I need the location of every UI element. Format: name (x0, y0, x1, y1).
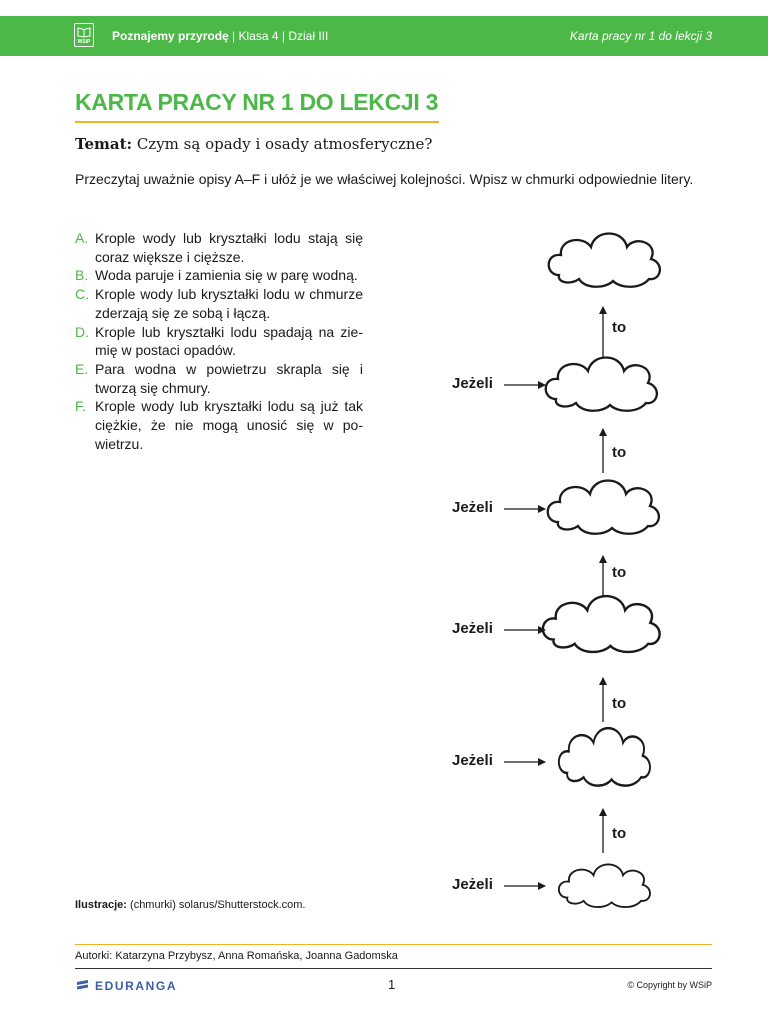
item-text: Krople wody lub kryształki lodu są już tak ciężkie, że nie mogą unosić się w powietrzu. (95, 398, 363, 452)
then-label: to (612, 319, 627, 336)
list-item (75, 397, 363, 453)
then-label: to (612, 564, 627, 581)
then-label: to (612, 444, 627, 461)
brand-name: EDURANGA (95, 979, 178, 993)
if-label: Jeżeli (452, 375, 493, 392)
item-letter: C. (75, 286, 89, 303)
diagram-graphics (430, 215, 730, 915)
answer-cloud[interactable] (546, 358, 657, 411)
credit-text: (chmurki) solarus/Shutterstock.com. (126, 899, 306, 911)
if-label: Jeżeli (452, 499, 493, 516)
item-text: Para wodna w powietrzu skrapla się i tworzą się chmury. (95, 360, 363, 396)
item-text: Krople wody lub kryształki lodu w chmurze zderzają się ze sobą i łączą. (95, 286, 363, 321)
answer-cloud[interactable] (548, 481, 659, 534)
list-item (75, 266, 363, 285)
header-section: Dział III (288, 29, 329, 43)
header-separator: | (228, 29, 239, 43)
topic-line (75, 135, 432, 153)
header-worksheet-label: Karta pracy nr 1 do lekcji 3 (569, 29, 712, 43)
if-label: Jeżeli (452, 876, 493, 893)
footer-divider (75, 944, 712, 945)
header-grade: Klasa 4 (238, 29, 279, 43)
authors-line: Autorki: Katarzyna Przybysz, Anna Romańska, Joanna Gadomska (75, 950, 398, 962)
item-letter: E. (75, 360, 89, 377)
topic-label: Temat: (75, 135, 133, 153)
if-label: Jeżeli (452, 620, 493, 637)
sequence-diagram (430, 215, 730, 915)
answer-cloud[interactable] (559, 864, 650, 907)
item-letter: B. (75, 267, 89, 284)
answer-cloud[interactable] (543, 596, 660, 652)
title-underline (75, 121, 439, 123)
answer-cloud[interactable] (549, 234, 660, 287)
answer-cloud[interactable] (559, 728, 650, 786)
item-text: Krople lub kryształki lodu spadają na ziemię w postaci opadów. (95, 323, 363, 359)
copyright-notice: © Copyright by WSiP (627, 980, 712, 990)
wsip-logo (74, 23, 94, 47)
header-subject: Poznajemy przyrodę (112, 29, 229, 43)
header-bar (0, 16, 768, 56)
header-separator: | (278, 29, 289, 43)
item-letter: F. (75, 398, 86, 415)
logo-text: WSiP (77, 39, 91, 45)
list-item (75, 229, 363, 266)
list-item (75, 285, 363, 322)
item-text: Woda paruje i zamienia się w parę wodną. (95, 267, 358, 284)
illustration-credit (75, 899, 305, 911)
footer-divider (75, 968, 712, 969)
instruction-text: Przeczytaj uważnie opisy A–F i ułóż je we właściwej kolejności. Wpisz w chmurki odpowiednie litery. (75, 171, 694, 187)
credit-label: Ilustracje: (75, 899, 127, 911)
eduranga-icon (75, 978, 90, 993)
then-label: to (612, 695, 627, 712)
item-text: Krople wody lub kryształki lodu stają się coraz większe i cięższe. (95, 230, 363, 265)
description-list (75, 229, 363, 453)
page-title: KARTA PRACY NR 1 DO LEKCJI 3 (75, 89, 439, 115)
if-label: Jeżeli (452, 752, 493, 769)
page-number: 1 (388, 977, 396, 992)
list-item (75, 323, 363, 360)
eduranga-logo (75, 978, 177, 993)
item-letter: A. (75, 230, 89, 246)
book-icon (75, 26, 93, 38)
list-item (75, 360, 363, 397)
item-letter: D. (75, 323, 89, 340)
topic-text: Czym są opady i osady atmosferyczne? (132, 135, 433, 153)
header-breadcrumb (112, 29, 328, 43)
then-label: to (612, 825, 627, 842)
